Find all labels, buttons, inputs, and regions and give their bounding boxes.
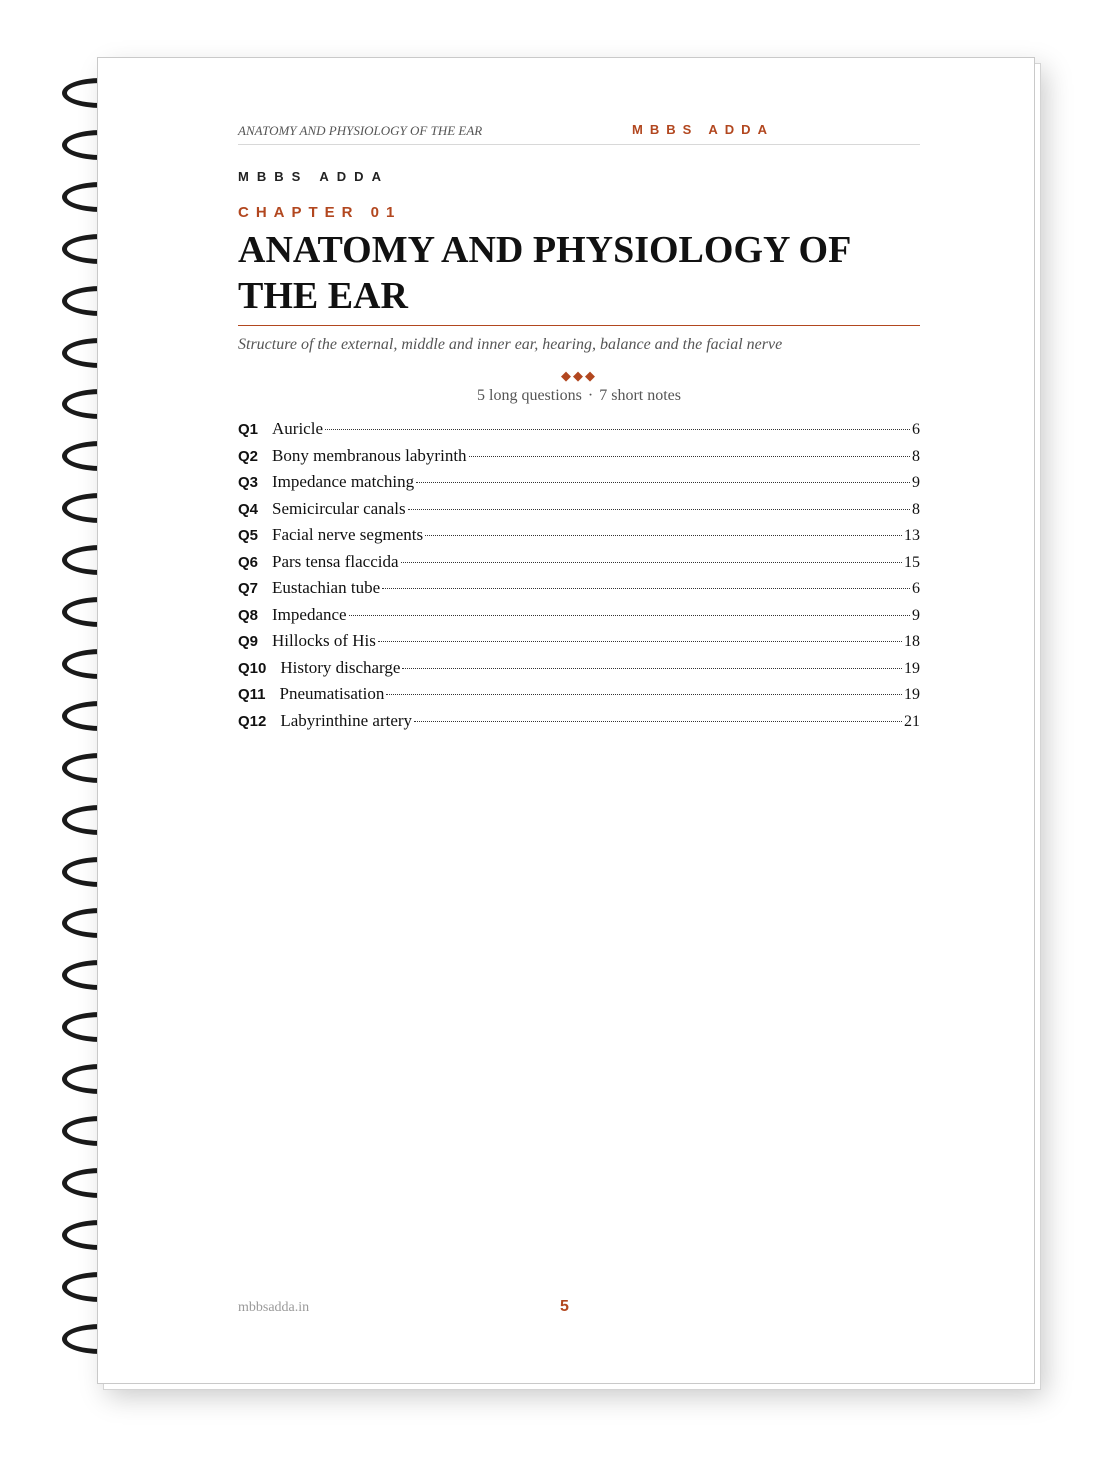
toc-leader-dots — [402, 668, 902, 669]
running-header — [238, 118, 920, 145]
toc-page-number: 15 — [904, 553, 920, 571]
toc-entry[interactable] — [238, 578, 920, 605]
toc-page-number: 8 — [912, 500, 920, 518]
table-of-contents — [238, 419, 920, 737]
toc-question-title: History discharge — [280, 657, 401, 677]
footer-site: mbbsadda.in — [238, 1300, 310, 1315]
toc-page-number: 19 — [904, 659, 920, 677]
counts-separator: · — [587, 387, 594, 404]
footer-page-number: 5 — [560, 1298, 569, 1315]
toc-question-title: Impedance matching — [272, 472, 415, 491]
toc-page-number: 6 — [912, 421, 920, 438]
toc-entry[interactable] — [238, 499, 920, 526]
toc-question-number: Q2 — [238, 447, 259, 465]
chapter-title: ANATOMY AND PHYSIOLOGY OF THE EAR — [238, 227, 920, 326]
toc-question-number: Q6 — [238, 553, 259, 571]
toc-page-number: 19 — [904, 686, 920, 703]
toc-page-number: 21 — [904, 712, 920, 730]
toc-leader-dots — [425, 535, 902, 536]
toc-page-number: 18 — [904, 633, 920, 650]
brand-label: MBBS ADDA — [238, 169, 389, 184]
chapter-label: CHAPTER 01 — [238, 204, 402, 221]
page-content — [238, 118, 920, 737]
toc-entry[interactable] — [238, 711, 920, 738]
toc-question-number: Q7 — [238, 580, 259, 597]
toc-leader-dots — [416, 482, 910, 483]
toc-entry[interactable] — [238, 446, 920, 473]
toc-question-number: Q1 — [238, 421, 259, 438]
chapter-subtitle: Structure of the external, middle and inner ear, hearing, balance and the facial nerve — [238, 336, 783, 353]
toc-question-number: Q10 — [238, 659, 267, 677]
toc-question-number: Q5 — [238, 527, 259, 544]
toc-page-number: 9 — [912, 474, 920, 491]
diamond-ornament-icon: ◆◆◆ — [561, 368, 597, 383]
toc-question-title: Semicircular canals — [272, 498, 406, 518]
short-notes-count: 7 short notes — [599, 387, 681, 404]
toc-question-title: Eustachian tube — [272, 578, 381, 597]
toc-page-number: 13 — [904, 527, 920, 544]
toc-question-title: Facial nerve segments — [272, 525, 424, 544]
toc-question-title: Auricle — [272, 419, 323, 438]
toc-leader-dots — [378, 641, 902, 642]
toc-page-number: 9 — [912, 606, 920, 624]
toc-entry[interactable] — [238, 605, 920, 632]
toc-leader-dots — [401, 562, 902, 563]
toc-question-title: Pars tensa flaccida — [272, 551, 399, 571]
toc-question-title: Impedance — [272, 604, 347, 624]
toc-entry[interactable] — [238, 472, 920, 499]
question-counts — [238, 387, 920, 405]
toc-question-number: Q3 — [238, 474, 259, 491]
toc-question-title: Labyrinthine artery — [280, 710, 413, 730]
toc-entry[interactable] — [238, 552, 920, 579]
toc-entry[interactable] — [238, 419, 920, 446]
toc-question-number: Q11 — [238, 686, 266, 703]
toc-leader-dots — [382, 588, 910, 589]
toc-question-number: Q4 — [238, 500, 259, 518]
toc-leader-dots — [325, 429, 910, 430]
toc-question-number: Q8 — [238, 606, 259, 624]
toc-page-number: 6 — [912, 580, 920, 597]
toc-page-number: 8 — [912, 447, 920, 465]
toc-entry[interactable] — [238, 525, 920, 552]
toc-entry[interactable] — [238, 631, 920, 658]
toc-question-title: Hillocks of His — [272, 631, 376, 650]
toc-leader-dots — [414, 721, 902, 722]
toc-entry[interactable] — [238, 684, 920, 711]
toc-question-title: Pneumatisation — [279, 684, 385, 703]
toc-entry[interactable] — [238, 658, 920, 685]
toc-leader-dots — [349, 615, 910, 616]
running-header-brand: MBBS ADDA — [632, 122, 774, 137]
toc-question-number: Q9 — [238, 633, 259, 650]
toc-question-number: Q12 — [238, 712, 267, 730]
toc-leader-dots — [386, 694, 902, 695]
toc-leader-dots — [469, 456, 910, 457]
toc-leader-dots — [408, 509, 910, 510]
long-questions-count: 5 long questions — [477, 387, 582, 404]
running-header-title: ANATOMY AND PHYSIOLOGY OF THE EAR — [238, 123, 483, 138]
toc-question-title: Bony membranous labyrinth — [272, 445, 467, 465]
